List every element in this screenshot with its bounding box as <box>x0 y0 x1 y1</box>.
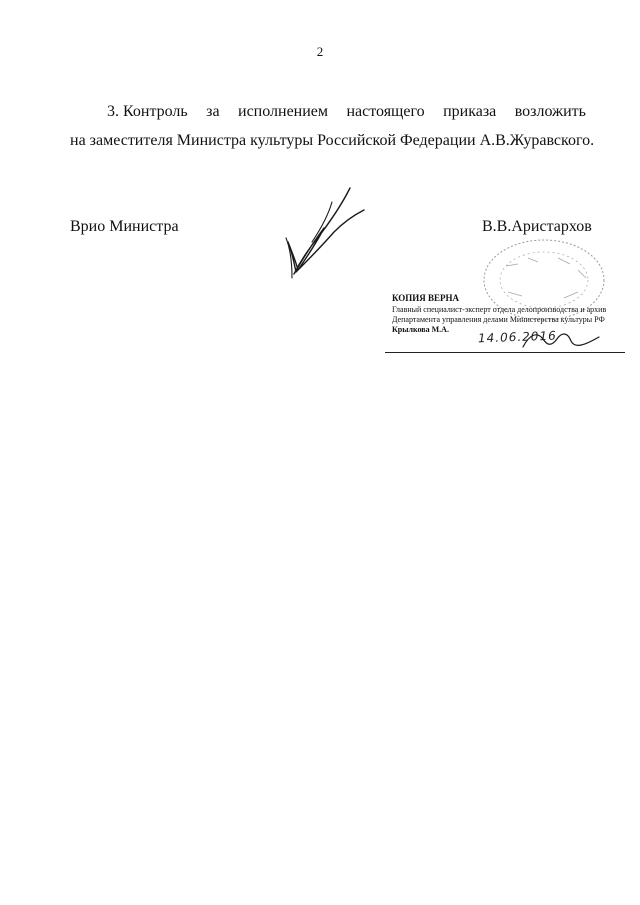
certification-underline <box>385 352 625 353</box>
certification-signature <box>515 325 605 355</box>
paragraph-word: возложить <box>514 103 586 120</box>
paragraph-word: за <box>206 103 220 120</box>
certification-position: Главный специалист-эксперт отдела делопроизводства и архив <box>392 305 607 314</box>
signatory-title: Врио Министра <box>70 218 179 235</box>
paragraph-word: 3. Контроль <box>107 103 188 120</box>
paragraph-line-1 <box>70 97 586 126</box>
certification-name: Крылкова М.А. <box>392 325 449 334</box>
certification-department: Департамента управления делами Министерства культуры РФ <box>392 315 605 324</box>
signatory-name: В.В.Аристархов <box>482 218 592 235</box>
paragraph-word: исполнением <box>238 103 329 120</box>
order-paragraph <box>70 97 595 155</box>
paragraph-word: приказа <box>443 103 497 120</box>
paragraph-word: настоящего <box>346 103 425 120</box>
handwritten-signature <box>272 182 372 287</box>
certification-title: КОПИЯ ВЕРНА <box>392 293 460 303</box>
paragraph-line-2: на заместителя Министра культуры Российской Федерации А.В.Журавского. <box>70 132 595 149</box>
certification-date: 14.06.2016 <box>477 328 557 346</box>
page-number: 2 <box>316 44 324 59</box>
